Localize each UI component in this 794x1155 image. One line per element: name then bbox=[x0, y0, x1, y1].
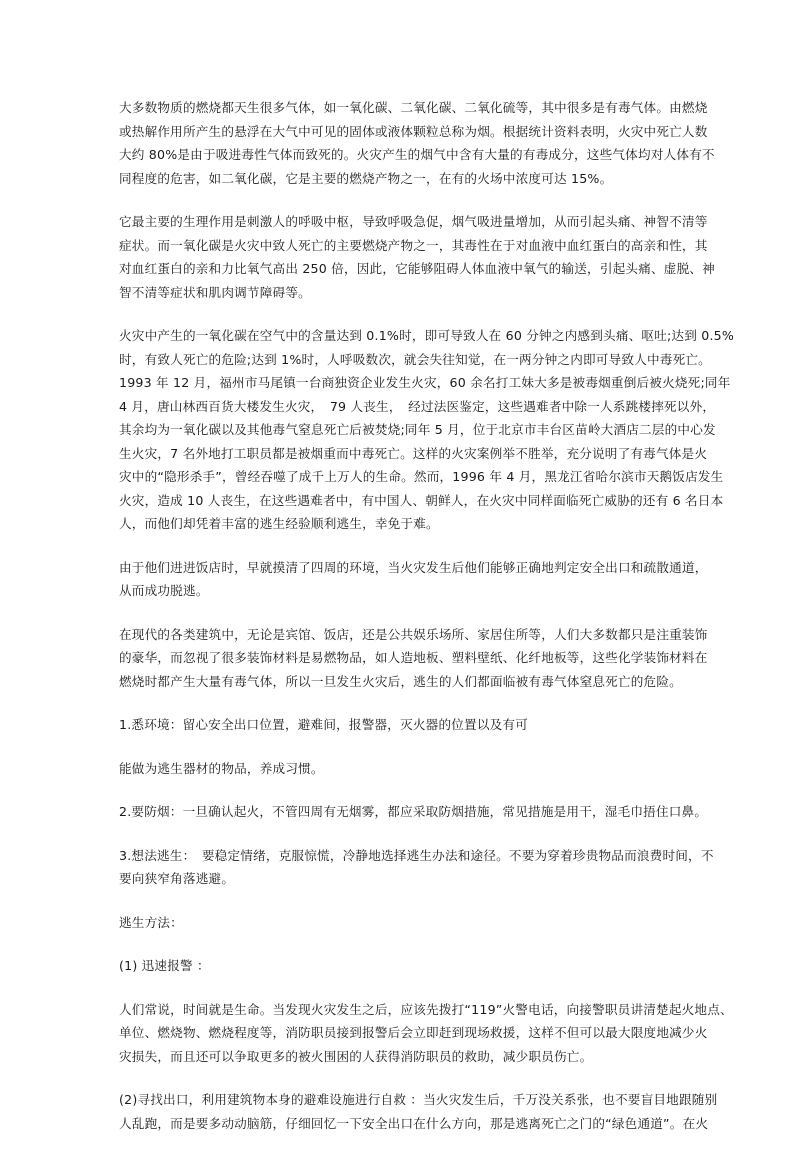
text-line: 燃烧时都产生大量有毒气体，所以一旦发生火灾后，逃生的人们都面临被有毒气体窒息死亡的危险。 bbox=[119, 673, 682, 689]
text-line: 在现代的各类建筑中，无论是宾馆、饭店，还是公共娱乐场所、家居住所等，人们大多数都只是注重装饰 bbox=[119, 626, 708, 642]
text-line: 其余均为一氧化碳以及其他毒气窒息死亡后被焚烧;同年 5 月，位于北京市丰台区苗岭大酒店二层的中心发 bbox=[119, 422, 716, 437]
text-line: 逃生方法： bbox=[119, 914, 183, 930]
paragraph-method-2 bbox=[119, 1088, 718, 1135]
text-line: 同程度的危害，如二氧化碳，它是主要的燃烧产物之一，在有的火场中浓度可达 15%。 bbox=[119, 170, 613, 186]
text-line: 灾损失，而且还可以争取更多的被火围困的人获得消防职员的救助，减少职员伤亡。 bbox=[119, 1048, 593, 1064]
paragraph-decoration-materials bbox=[119, 623, 708, 694]
text-line: 的豪华，而忽视了很多装饰材料是易燃物品，如人造地板、塑料壁纸、化纤地板等，这些化学装饰材料在 bbox=[119, 650, 708, 665]
paragraph-escape-success bbox=[119, 556, 708, 603]
paragraph-tip-smoke bbox=[119, 800, 708, 824]
text-line: 能做为逃生器材的物品，养成习惯。 bbox=[119, 760, 324, 776]
text-line: 灾中的“隐形杀手”，曾经吞噬了成千上万人的生命。然而，1996 年 4 月，黑龙江省哈尔滨市天鹅饭店发生 bbox=[119, 469, 724, 484]
text-line: 大多数物质的燃烧都天生很多气体，如一氧化碳、二氧化碳、二氧化硫等，其中很多是有毒气体。由燃烧 bbox=[119, 100, 708, 115]
text-line: 4 月，唐山林西百货大楼发生火灾， 79 人丧生， 经过法医鉴定，这些遇难者中除一人系跳楼摔死以外， bbox=[119, 398, 716, 414]
paragraph-fire-cases bbox=[119, 324, 735, 536]
text-line: 3.想法逃生： 要稳定情绪，克服惊慌，冷静地选择逃生办法和途径。不要为穿着珍贵物品而浪费时间，不 bbox=[119, 847, 714, 863]
text-line: 它最主要的生理作用是刺激人的呼吸中枢，导致呼吸急促，烟气吸进量增加，从而引起头痛、神智不清等 bbox=[119, 214, 708, 229]
paragraph-tip-environment-cont bbox=[119, 757, 679, 781]
text-line: 大约 80%是由于吸进毒性气体而致死的。火灾产生的烟气中含有大量的有毒成分，这些气体均对人体有不 bbox=[119, 147, 715, 162]
text-line: 火灾，造成 10 人丧生，在这些遇难者中，有中国人、朝鲜人，在火灾中同样面临死亡威胁的还有 6 名日本 bbox=[119, 492, 724, 508]
text-line: 由于他们进进饭店时，早就摸清了四周的环境，当火灾发生后他们能够正确地判定安全出口和疏散通道， bbox=[119, 559, 708, 575]
text-line: 人，而他们却凭着丰富的逃生经验顺利逃生，幸免于难。 bbox=[119, 516, 439, 531]
text-line: 症状。而一氧化碳是火灾中致人死亡的主要燃烧产物之一，其毒性在于对血液中血红蛋白的高亲和性，其 bbox=[119, 237, 708, 253]
text-line: 要向狭窄角落逃避。 bbox=[119, 871, 235, 886]
text-line: 单位、燃烧物、燃烧程度等，消防职员接到报警后会立即赶到现场救援，这样不但可以最大限度地减少火 bbox=[119, 1025, 708, 1040]
text-line: 生火灾，7 名外地打工职员都是被烟重而中毒死亡。这样的火灾案例举不胜举，充分说明了有毒气体是火 bbox=[119, 445, 708, 461]
text-line: 火灾中产生的一氧化碳在空气中的含量达到 0.1%时，即可导致人在 60 分钟之内感到头痛、呕吐;达到 0.5% bbox=[119, 328, 735, 343]
text-line: 1993 年 12 月，福州市马尾镇一台商独资企业发生火灾，60 余名打工妹大多是被毒烟重倒后被火烧死;同年 bbox=[119, 375, 731, 390]
text-line: (2)寻找出口，利用建筑物本身的避难设施进行自救 ：当火灾发生后，千万没关系张，也不要盲目地跟随别 bbox=[119, 1092, 718, 1107]
document-page bbox=[119, 96, 735, 1155]
text-line: 从而成功脱逃。 bbox=[119, 583, 209, 598]
paragraph-tip-environment bbox=[119, 713, 679, 737]
text-line: 对血红蛋白的亲和力比氧气高出 250 倍，因此，它能够阻碍人体血液中氧气的输送，引起头痛、虚脱、神 bbox=[119, 261, 715, 276]
text-line: 人乱跑，而是要多动动脑筋，仔细回忆一下安全出口在什么方向，那是逃离死亡之门的“绿色通道”。在火 bbox=[119, 1115, 709, 1131]
paragraph-escape-methods-heading bbox=[119, 911, 679, 935]
text-line: 人们常说，时间就是生命。当发现火灾发生之后，应该先拨打“119”火警电话，向接警职员讲清楚起火地点、 bbox=[119, 1001, 733, 1017]
text-line: 1.悉环境：留心安全出口位置，避难间，报警器，灭火器的位置以及有可 bbox=[119, 717, 529, 732]
paragraph-physiological-effects bbox=[119, 210, 715, 304]
text-line: 时，有致人死亡的危险;达到 1%时，人呼吸数次，就会失往知觉，在一两分钟之内即可导致人中毒死亡。 bbox=[119, 351, 711, 367]
text-line: 2.要防烟：一旦确认起火，不管四周有无烟雾，都应采取防烟措施，常见措施是用干，湿毛巾捂住口鼻。 bbox=[119, 804, 708, 819]
text-line: 或热解作用所产生的悬浮在大气中可见的固体或液体颗粒总称为烟。根据统计资料表明，火灾中死亡人数 bbox=[119, 123, 708, 139]
paragraph-method-1-body bbox=[119, 998, 733, 1069]
text-line: (1) 迅速报警 ： bbox=[119, 958, 210, 973]
paragraph-method-1-heading bbox=[119, 954, 679, 978]
paragraph-tip-escape bbox=[119, 844, 714, 891]
text-line: 智不清等症状和肌肉调节障碍等。 bbox=[119, 284, 311, 300]
paragraph-toxic-gases bbox=[119, 96, 715, 190]
